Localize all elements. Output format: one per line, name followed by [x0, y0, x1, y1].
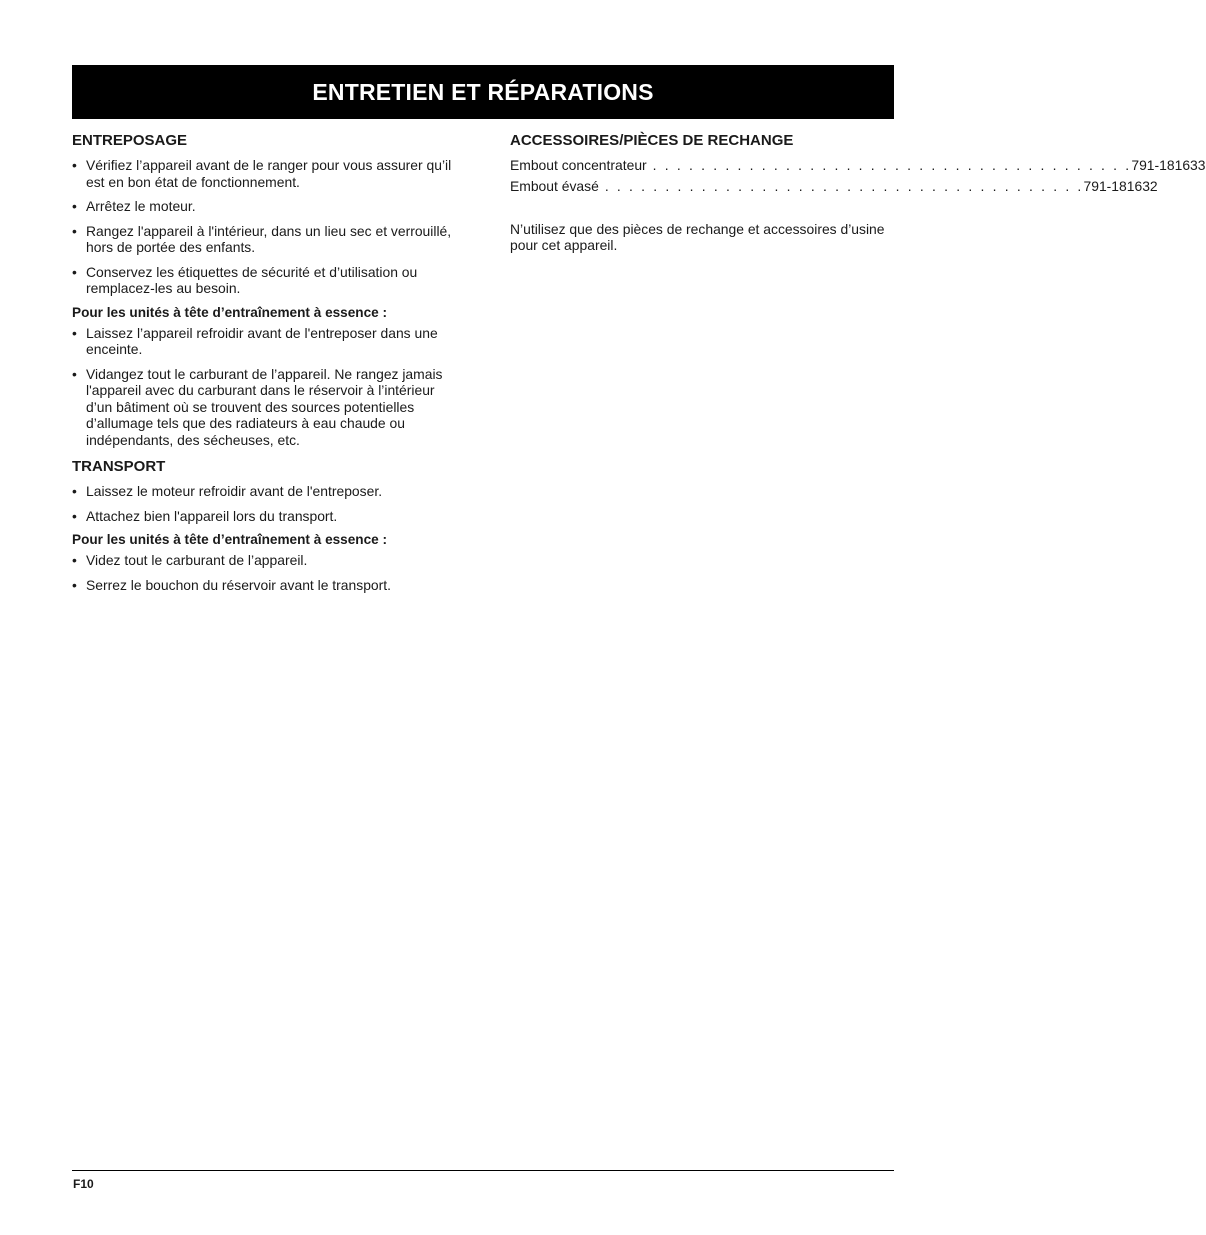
part-name: Embout évasé — [510, 178, 599, 194]
storage-heading: ENTREPOSAGE — [72, 132, 188, 149]
leader-dots: . . . . . . . . . . . . . . . . . . . . . . . . . . . . . . . . . . . . . . . . — [604, 178, 1084, 194]
list-item: • Vidangez tout le carburant de l’appareil. Ne rangez jamais l'appareil avec du carburant dans le réservoir à l’intérieur d’un bâtiment où se trouvent des sources potentielles d’allumage tels que des radiateurs à eau chaude ou indépendants, des sécheuses, etc. — [72, 365, 443, 448]
storage-list — [72, 157, 462, 297]
left-column — [72, 132, 462, 601]
list-item: • Vérifiez l’appareil avant de le ranger pour vous assurer qu’il est en bon état de fonctionnement. — [72, 157, 452, 190]
part-row — [510, 157, 1206, 174]
storage-gas-list — [72, 325, 462, 449]
list-item: • Serrez le bouchon du réservoir avant le transport. — [72, 576, 391, 593]
transport-list — [72, 483, 462, 524]
list-item: • Arrêtez le moteur. — [72, 198, 196, 214]
bullet-icon: • — [72, 365, 77, 382]
bullet-icon: • — [72, 507, 77, 524]
bullet-icon: • — [72, 157, 77, 173]
bullet-icon: • — [72, 483, 77, 499]
bullet-icon: • — [72, 552, 77, 568]
list-item: • Laissez le moteur refroidir avant de l'entreposer. — [72, 483, 383, 499]
list-item: • Videz tout le carburant de l’appareil. — [72, 552, 308, 568]
accessories-heading: ACCESSOIRES/PIÈCES DE RECHANGE — [510, 132, 794, 149]
list-item: • Conservez les étiquettes de sécurité et d’utilisation ou remplacez-les au besoin. — [72, 263, 418, 296]
page-number: F10 — [73, 1177, 94, 1191]
bullet-icon: • — [72, 324, 77, 341]
bullet-icon: • — [72, 198, 77, 214]
storage-gas-subheading: Pour les unités à tête d’entraînement à essence : — [72, 304, 388, 320]
bullet-icon: • — [72, 263, 77, 280]
part-number: 791-181633 — [1131, 157, 1206, 173]
list-item: • Attachez bien l'appareil lors du transport. — [72, 507, 338, 524]
part-name: Embout concentrateur — [510, 157, 647, 173]
part-number: 791-181632 — [1083, 178, 1158, 194]
right-column — [510, 132, 1206, 254]
part-row — [510, 178, 1158, 195]
bullet-icon: • — [72, 222, 77, 239]
leader-dots: . . . . . . . . . . . . . . . . . . . . . . . . . . . . . . . . . . . . . . . . — [652, 157, 1132, 173]
transport-gas-list — [72, 552, 462, 593]
footer-divider — [72, 1170, 894, 1171]
transport-gas-subheading: Pour les unités à tête d’entraînement à essence : — [72, 532, 388, 547]
parts-note: N’utilisez que des pièces de rechange et accessoires d’usine pour cet appareil. — [510, 220, 885, 253]
bullet-icon: • — [72, 576, 77, 593]
list-item: • Rangez l'appareil à l'intérieur, dans un lieu sec et verrouillé, hors de portée des enfants. — [72, 222, 452, 255]
page-title: ENTRETIEN ET RÉPARATIONS — [312, 78, 654, 105]
list-item: • Laissez l’appareil refroidir avant de l'entreposer dans une enceinte. — [72, 324, 438, 357]
transport-heading: TRANSPORT — [72, 458, 166, 475]
section-banner — [72, 65, 894, 119]
